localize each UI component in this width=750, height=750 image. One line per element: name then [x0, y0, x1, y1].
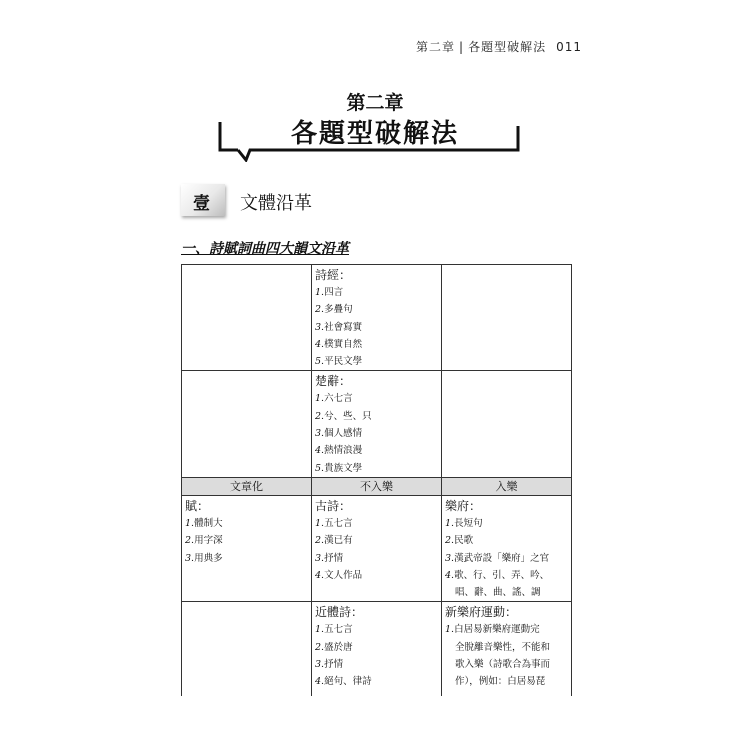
list-item-continuation: 作），例如：白居易琵	[455, 676, 546, 688]
running-head-chapter: 第二章	[416, 40, 456, 54]
yuefu-list	[445, 515, 568, 601]
gushi-list	[315, 515, 438, 584]
list-item-continuation: 全脫離音樂性，不能和	[455, 641, 551, 653]
list-item: 4.絕句、律詩	[315, 676, 372, 688]
list-item: 2.盛於唐	[315, 641, 353, 653]
list-item: 1.五七言	[315, 624, 353, 636]
table-cell-empty	[182, 602, 312, 697]
table-cell-empty	[182, 371, 312, 477]
gushi-cell	[312, 495, 442, 601]
chapter-label: 第二章	[346, 92, 404, 114]
list-item: 1.四言	[315, 287, 344, 298]
xinyuefu-cell	[442, 602, 572, 697]
list-item: 3.社會寫實	[315, 321, 363, 333]
list-item: 3.漢武帝設「樂府」之官	[445, 552, 550, 564]
list-item: 4.樸實自然	[315, 338, 363, 350]
list-item: 3.個人感情	[315, 428, 363, 440]
list-item: 4.熱情浪漫	[315, 445, 363, 457]
fu-title: 賦：	[185, 498, 210, 513]
fu-cell	[182, 495, 312, 601]
list-item-continuation: 唱、辭、曲、謠、調	[455, 587, 541, 599]
list-item: 1.體制大	[185, 517, 223, 529]
list-item: 2.多疊句	[315, 304, 353, 316]
table-cell-empty	[442, 265, 572, 371]
column-header: 入樂	[442, 477, 572, 495]
table-row	[182, 602, 572, 697]
list-item-continuation: 歌入樂（詩歌合為事而	[455, 659, 551, 671]
running-head-title: 各題型破解法	[468, 40, 547, 54]
jinti-cell	[312, 602, 442, 697]
table-row	[182, 265, 572, 371]
list-item: 5.平民文學	[315, 356, 363, 368]
table-cell-empty	[182, 265, 312, 371]
running-head	[416, 38, 582, 55]
list-item: 1.長短句	[445, 517, 483, 529]
list-item: 2.用字深	[185, 535, 223, 547]
shijing-list	[315, 284, 438, 370]
list-item: 3.抒情	[315, 659, 344, 671]
xinyuefu-title: 新樂府運動：	[445, 605, 518, 620]
section-badge-label: 壹	[193, 194, 210, 214]
shijing-title: 詩經：	[315, 268, 352, 282]
list-item: 1.六七言	[315, 393, 353, 405]
list-item: 2.漢已有	[315, 535, 353, 547]
xinyuefu-list	[445, 621, 568, 690]
jinti-title: 近體詩：	[315, 605, 364, 620]
chapter-title: 各題型破解法	[290, 119, 459, 149]
list-item: 1.白居易新樂府運動完	[445, 624, 540, 636]
fu-list	[185, 515, 308, 567]
list-item: 5.貴族文學	[315, 462, 363, 474]
running-head-separator: |	[459, 40, 465, 54]
list-item: 3.抒情	[315, 552, 344, 564]
column-header: 不入樂	[312, 477, 442, 495]
list-item: 1.五七言	[315, 517, 353, 529]
list-item: 2.民歌	[445, 535, 474, 547]
title-bracket-decoration	[218, 122, 520, 162]
list-item: 2.兮、些、只	[315, 410, 372, 422]
yuefu-cell	[442, 495, 572, 601]
shijing-cell	[312, 265, 442, 371]
chuci-cell	[312, 371, 442, 477]
list-item: 4.歌、行、引、弄、吟、	[445, 569, 550, 581]
table-row	[182, 495, 572, 601]
table-header-row	[182, 477, 572, 495]
yuefu-title: 樂府：	[445, 498, 482, 513]
gushi-title: 古詩：	[315, 498, 352, 513]
page-number: 011	[556, 40, 582, 54]
subsection-title: 一、詩賦詞曲四大韻文沿革	[181, 241, 349, 257]
chuci-list	[315, 390, 438, 476]
section-title: 文體沿革	[240, 193, 312, 214]
section-badge	[181, 184, 225, 216]
table-cell-empty	[442, 371, 572, 477]
chuci-title: 楚辭：	[315, 374, 352, 389]
verse-evolution-table	[181, 264, 572, 696]
jinti-list	[315, 621, 438, 690]
column-header: 文章化	[182, 477, 312, 495]
list-item: 3.用典多	[185, 552, 223, 564]
list-item: 4.文人作品	[315, 569, 363, 581]
table-row	[182, 371, 572, 477]
